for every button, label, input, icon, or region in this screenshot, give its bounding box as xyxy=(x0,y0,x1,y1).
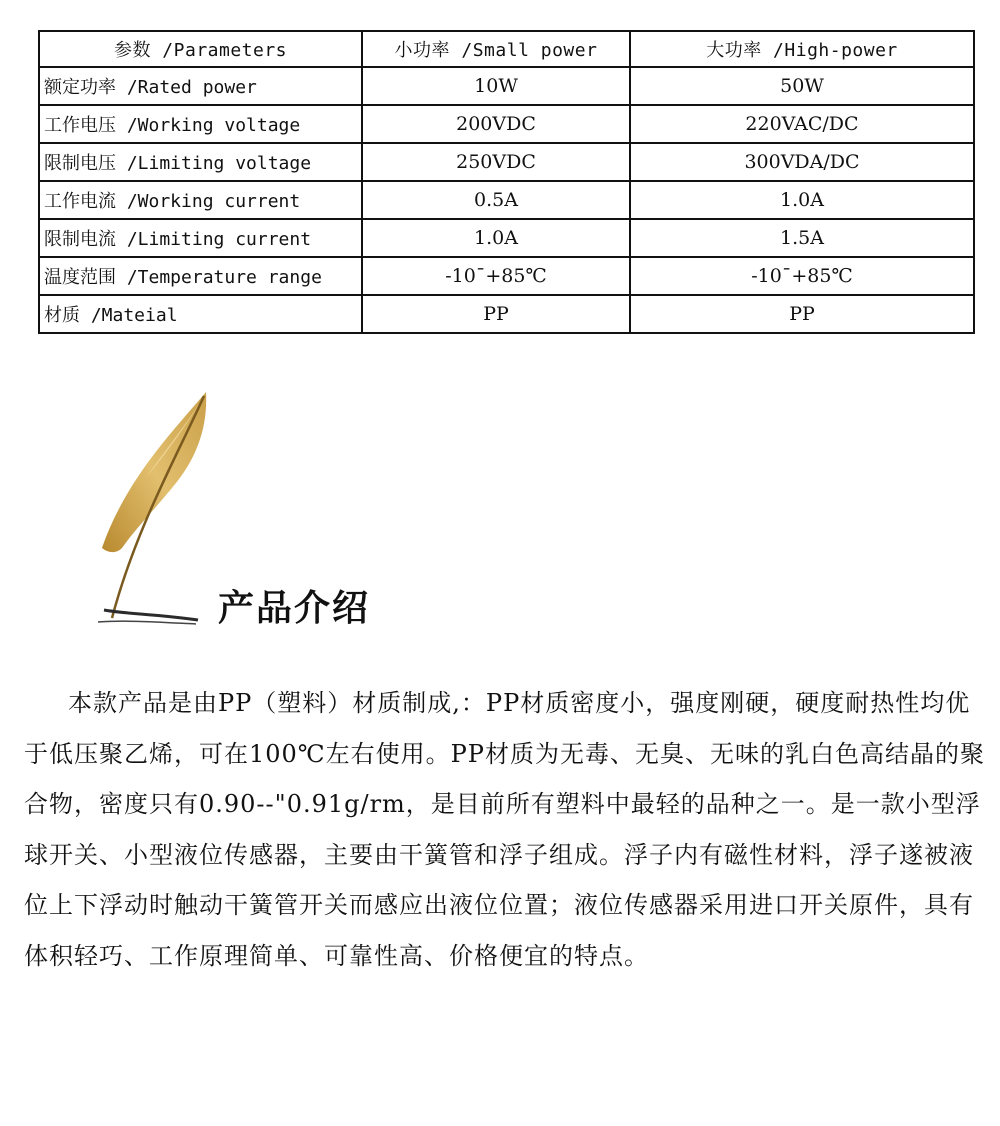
table-row xyxy=(39,295,974,333)
param-cell: 限制电压 /Limiting voltage xyxy=(39,143,362,181)
param-cell: 限制电流 /Limiting current xyxy=(39,219,362,257)
high-value-cell: -10¯+85℃ xyxy=(630,257,974,295)
param-cell: 工作电压 /Working voltage xyxy=(39,105,362,143)
intro-paragraph: 本款产品是由PP（塑料）材质制成,：PP材质密度小，强度刚硬，硬度耐热性均优于低压聚乙烯，可在100℃左右使用。PP材质为无毒、无臭、无味的乳白色高结晶的聚合物，密度只有0.90--"0.91g/rm，是目前所有塑料中最轻的品种之一。是一款小型浮球开关、小型液位传感器，主要由干簧管和浮子组成。浮子内有磁性材料，浮子遂被液位上下浮动时触动干簧管开关而感应出液位位置；液位传感器采用进口开关原件，具有体积轻巧、工作原理简单、可靠性高、价格便宜的特点。 xyxy=(24,689,985,970)
param-cell: 工作电流 /Working current xyxy=(39,181,362,219)
header-parameters: 参数 /Parameters xyxy=(39,31,362,67)
param-cell: 温度范围 /Temperature range xyxy=(39,257,362,295)
feather-quill-icon xyxy=(96,388,216,628)
param-cell: 材质 /Mateial xyxy=(39,295,362,333)
small-value-cell: PP xyxy=(362,295,630,333)
high-value-cell: 50W xyxy=(630,67,974,105)
table-row xyxy=(39,219,974,257)
small-value-cell: 1.0A xyxy=(362,219,630,257)
table-row xyxy=(39,67,974,105)
high-value-cell: 1.0A xyxy=(630,181,974,219)
high-value-cell: 220VAC/DC xyxy=(630,105,974,143)
high-value-cell: 1.5A xyxy=(630,219,974,257)
param-cell: 额定功率 /Rated power xyxy=(39,67,362,105)
table-header-row xyxy=(39,31,974,67)
table-row xyxy=(39,181,974,219)
small-value-cell: 200VDC xyxy=(362,105,630,143)
header-small-power: 小功率 /Small power xyxy=(362,31,630,67)
small-value-cell: -10¯+85℃ xyxy=(362,257,630,295)
table-row xyxy=(39,105,974,143)
small-value-cell: 10W xyxy=(362,67,630,105)
header-high-power: 大功率 /High-power xyxy=(630,31,974,67)
small-value-cell: 0.5A xyxy=(362,181,630,219)
high-value-cell: 300VDA/DC xyxy=(630,143,974,181)
table-row xyxy=(39,143,974,181)
section-title: 产品介绍 xyxy=(218,588,371,629)
spec-table xyxy=(38,30,975,334)
high-value-cell: PP xyxy=(630,295,974,333)
table-row xyxy=(39,257,974,295)
small-value-cell: 250VDC xyxy=(362,143,630,181)
